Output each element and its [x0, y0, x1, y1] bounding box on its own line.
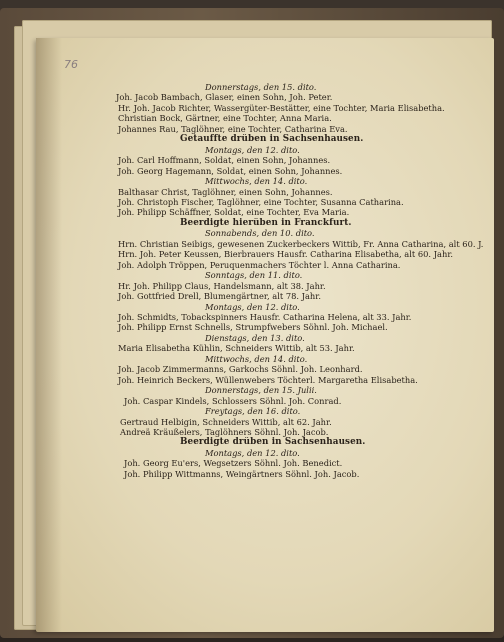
entry-line: Joh. Jacob Zimmermanns, Garkochs Söhnl. Joh. Leonhard.: [118, 364, 363, 375]
entry-line: Hrn. Joh. Peter Keussen, Bierbrauers Hausfr. Catharina Elisabetha, alt 60. Jahr.: [118, 249, 454, 260]
entry-line: Joh. Georg Eu'ers, Wegsetzers Söhnl. Joh. Benedict.: [124, 458, 343, 469]
register-text-block: [40, 82, 490, 479]
entry-line: Joh. Georg Hagemann, Soldat, einen Sohn, Johannes.: [118, 165, 343, 176]
date-line: Sonntags, den 11. dito.: [205, 270, 303, 281]
date-line: Dienstags, den 13. dito.: [205, 332, 305, 343]
entry-line: Joh. Christoph Fischer, Taglöhner, eine Tochter, Susanna Catharina.: [118, 196, 404, 207]
entry-line: Balthasar Christ, Taglöhner, einen Sohn, Johannes.: [118, 186, 333, 197]
entry-line: Gertraud Helbigin, Schneiders Wittib, alt 62. Jahr.: [120, 416, 332, 427]
entry-line: Andreä Kräußelers, Taglöhners Söhnl. Joh. Jacob.: [120, 426, 329, 437]
entry-line: Joh. Schmidts, Tobackspinners Hausfr. Catharina Helena, alt 33. Jahr.: [118, 311, 412, 322]
date-line: Freytags, den 16. dito.: [205, 406, 301, 417]
entry-line: Joh. Gottfried Drell, Blumengärtner, alt 78. Jahr.: [118, 291, 321, 302]
entry-line: Joh. Caspar Kindels, Schlossers Söhnl. Joh. Conrad.: [124, 395, 342, 406]
section-heading: Beerdigte hierüben in Franckfurt.: [180, 217, 352, 228]
entry-line: Joh. Adolph Tröppen, Peruquenmachers Töchter l. Anna Catharina.: [118, 259, 401, 270]
date-line: Donnerstags, den 15. dito.: [205, 82, 317, 92]
entry-line: Joh. Heinrich Beckers, Wüllenwebers Töchterl. Margaretha Elisabetha.: [118, 374, 418, 385]
date-line: Mittwochs, den 14. dito.: [205, 353, 308, 364]
date-line: Donnerstags, den 15. Julii.: [205, 385, 317, 396]
entry-line: Maria Elisabetha Kühlin, Schneiders Wittib, alt 53. Jahr.: [118, 343, 355, 354]
page-number: 76: [64, 58, 78, 71]
date-line: Montags, den 12. dito.: [205, 447, 300, 458]
entry-line: Joh. Philipp Schäffner, Soldat, eine Tochter, Eva Maria.: [118, 207, 350, 218]
date-line: Mittwochs, den 14. dito.: [205, 176, 308, 187]
entry-line: Christian Bock, Gärtner, eine Tochter, Anna Maria.: [118, 113, 332, 124]
date-line: Sonnabends, den 10. dito.: [205, 228, 315, 239]
entry-line: Hr. Joh. Philipp Claus, Handelsmann, alt 38. Jahr.: [118, 280, 326, 291]
entry-line: Johannes Rau, Taglöhner, eine Tochter, Catharina Eva.: [118, 123, 348, 134]
section-heading: Beerdigte drüben in Sachsenhausen.: [180, 437, 366, 448]
entry-line: Joh. Philipp Ernst Schnells, Strumpfwebers Söhnl. Joh. Michael.: [118, 322, 388, 333]
date-line: Montags, den 12. dito.: [205, 301, 300, 312]
entry-line: Joh. Carl Hoffmann, Soldat, einen Sohn, Johannes.: [118, 155, 331, 166]
entry-line: Hrn. Christian Seibigs, gewesenen Zuckerbeckers Wittib, Fr. Anna Catharina, alt 60. J.: [118, 238, 484, 249]
section-heading: Getauffte drüben in Sachsenhausen.: [180, 134, 364, 145]
entry-line: Hr. Joh. Jacob Richter, Wassergüter-Bestätter, eine Tochter, Maria Elisabetha.: [118, 102, 445, 113]
entry-line: Joh. Jacob Bambach, Glaser, einen Sohn, Joh. Peter.: [116, 92, 333, 103]
entry-line: Joh. Philipp Wittmanns, Weingärtners Söhnl. Joh. Jacob.: [124, 468, 360, 479]
date-line: Montags, den 12. dito.: [205, 144, 300, 155]
